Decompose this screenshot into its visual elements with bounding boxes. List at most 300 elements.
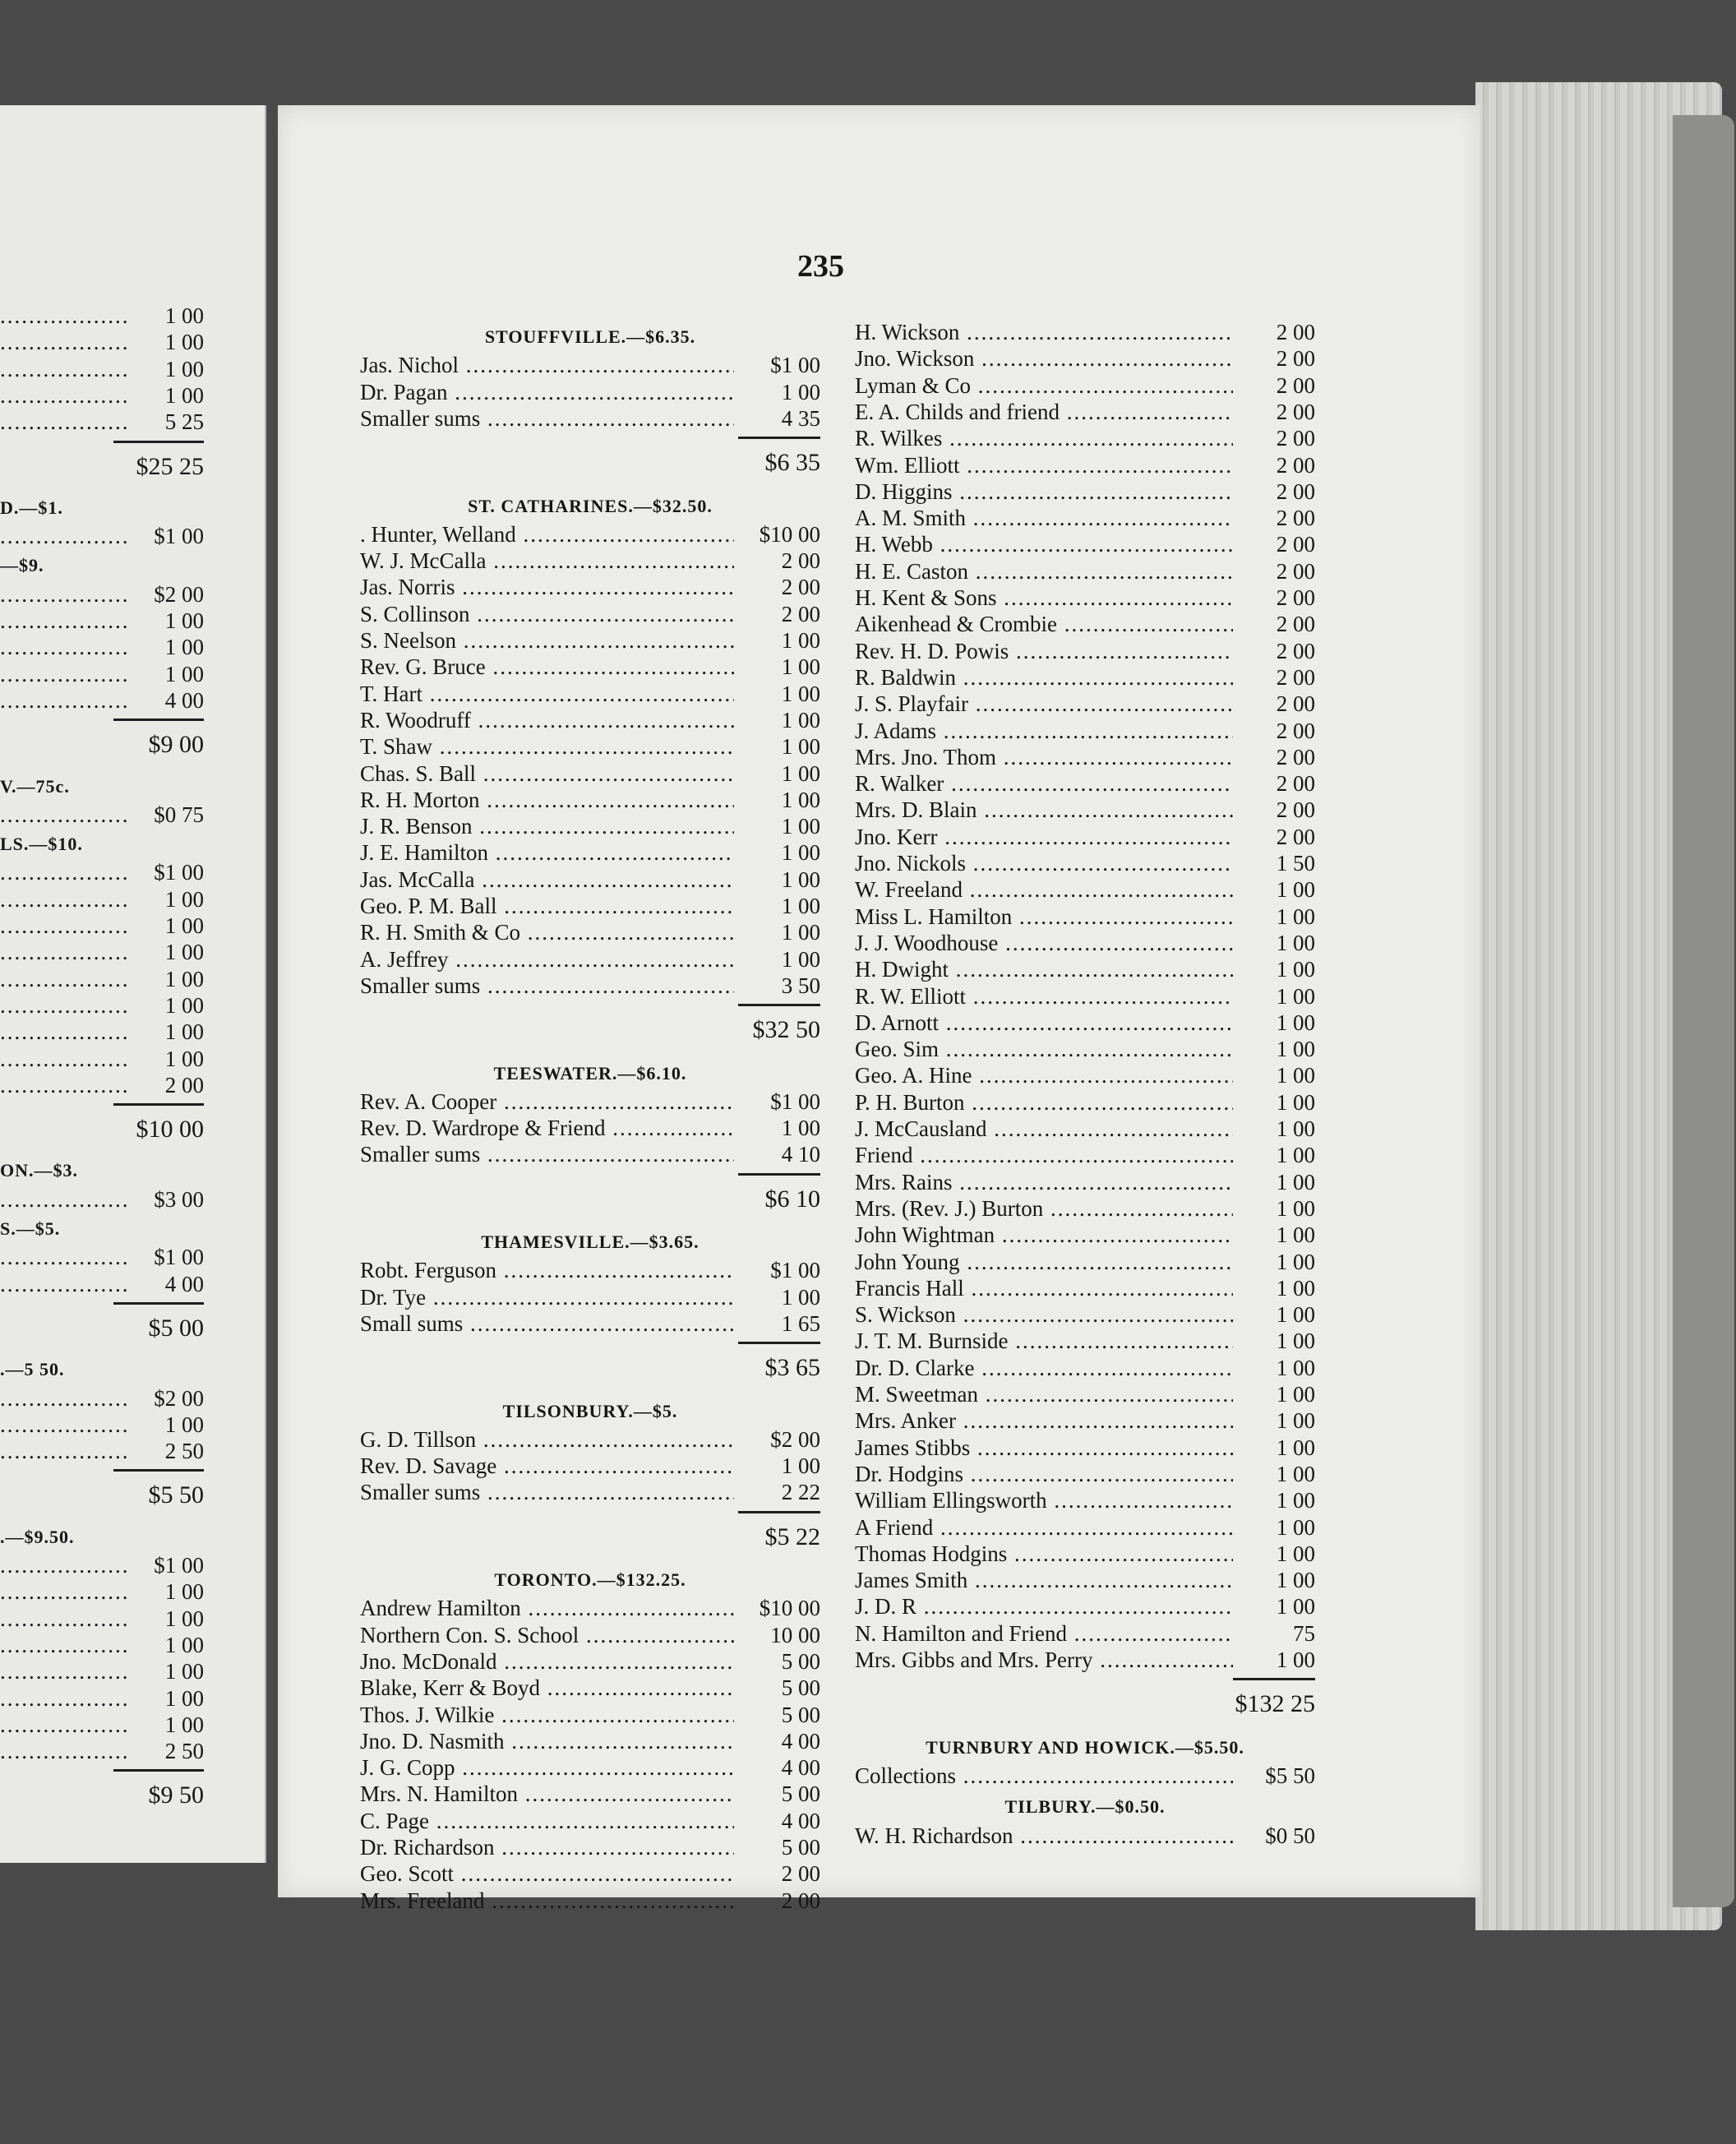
subscriber-row — [855, 718, 1315, 744]
subscriber-name: Robt. Ferguson ..... — [360, 1257, 734, 1283]
subscriber-name: S. Wickson ..... — [855, 1301, 1233, 1328]
subscriber-row — [855, 611, 1315, 637]
subscriber-name — [0, 1186, 130, 1213]
subscription-amount: 1 00 — [1276, 1647, 1315, 1672]
subscription-amount: 1 00 — [781, 946, 820, 972]
subscription-amount: 1 00 — [164, 940, 204, 965]
sum-rule — [113, 1103, 204, 1106]
subscriber-name — [0, 356, 130, 382]
subscriber-row — [360, 1702, 820, 1728]
subscription-amount: 1 00 — [1276, 1275, 1315, 1301]
subscriber-name: Geo. Sim ..... — [855, 1036, 1233, 1062]
subscriber-row — [0, 356, 204, 382]
subscription-amount: 2 00 — [1276, 320, 1315, 344]
subscriber-name: . Hunter, Welland ..... — [360, 521, 734, 548]
subscription-amount: $2 00 — [154, 1385, 204, 1411]
subscriber-name — [0, 634, 130, 660]
subscriber-name: R. Wilkes ..... — [855, 425, 1233, 451]
subscription-amount: 1 00 — [1276, 1382, 1315, 1407]
subscriber-row — [0, 886, 204, 913]
subscription-amount: 1 50 — [1276, 851, 1315, 876]
subscriber-row — [855, 1593, 1315, 1620]
subscriber-name — [0, 1412, 130, 1438]
subscriber-name: Jas. Nichol ..... — [360, 352, 734, 378]
subscriber-name: N. Hamilton and Friend ..... — [855, 1620, 1233, 1647]
subscriber-name: R. H. Morton ..... — [360, 787, 734, 813]
subscription-amount: 2 00 — [1276, 346, 1315, 372]
section-heading: V.—75c. — [0, 775, 70, 797]
subscriber-row — [855, 930, 1315, 956]
subscriber-name: W. H. Richardson ..... — [855, 1823, 1233, 1849]
subscriber-row — [0, 1578, 204, 1605]
subscriber-row — [0, 1438, 204, 1464]
subscriber-name: R. H. Smith & Co ..... — [360, 919, 734, 945]
subscriber-name — [0, 1578, 130, 1605]
subscription-amount: 1 00 — [1276, 1249, 1315, 1274]
subscriber-row — [855, 1487, 1315, 1513]
subscriber-name: Rev. H. D. Powis ..... — [855, 638, 1233, 664]
section-total: $3 65 — [764, 1354, 820, 1382]
subscriber-row — [360, 813, 820, 839]
subscriber-row — [855, 1328, 1315, 1354]
subscriber-name — [0, 303, 130, 329]
section-total: $9 00 — [148, 731, 204, 759]
subscriber-row — [0, 1046, 204, 1072]
subscription-amount: 1 00 — [164, 1019, 204, 1045]
subscriber-name: Mrs. Freeland ..... — [360, 1888, 734, 1914]
section-heading: ST. CATHARINES.—$32.50. — [468, 495, 713, 516]
subscription-amount: 1 00 — [164, 1712, 204, 1737]
subscription-amount: 1 00 — [781, 681, 820, 706]
subscriber-row — [360, 1781, 820, 1807]
subscription-amount: 2 00 — [1276, 506, 1315, 531]
subscriber-name — [0, 329, 130, 355]
subscriber-name: Friend ..... — [855, 1142, 1233, 1168]
subscriber-row — [0, 1244, 204, 1270]
subscriber-row — [855, 1407, 1315, 1434]
subscriber-name — [0, 966, 130, 992]
subscription-amount: 2 00 — [781, 1888, 820, 1913]
subscription-amount: 2 00 — [1276, 532, 1315, 557]
subscriber-row — [0, 687, 204, 714]
subscriber-name — [0, 939, 130, 965]
subscriber-name: D. Higgins ..... — [855, 478, 1233, 505]
subscriber-row — [855, 850, 1315, 876]
subscription-amount: 1 00 — [781, 840, 820, 866]
subscription-amount: 1 00 — [781, 1116, 820, 1141]
subscriber-row — [360, 866, 820, 893]
subscriber-name: R. Walker ..... — [855, 770, 1233, 797]
subscription-amount: 1 00 — [1276, 1488, 1315, 1513]
subscription-amount: 2 00 — [1276, 797, 1315, 823]
subscription-amount: 1 00 — [781, 1453, 820, 1479]
subscriber-row — [360, 760, 820, 787]
subscriber-name: Collections ..... — [855, 1763, 1233, 1789]
section-total: $5 00 — [148, 1314, 204, 1342]
subscriber-name: H. Webb ..... — [855, 531, 1233, 557]
subscriber-row — [855, 824, 1315, 850]
section-total: $5 22 — [764, 1523, 820, 1550]
subscriber-row — [855, 425, 1315, 451]
subscription-amount: 2 00 — [1276, 718, 1315, 743]
subscriber-name — [0, 608, 130, 634]
subscriber-row — [855, 345, 1315, 372]
subscriber-name — [0, 1552, 130, 1578]
subscriber-row — [360, 1453, 820, 1479]
subscriber-name: C. Page ..... — [360, 1808, 734, 1834]
subscription-amount: 1 00 — [1276, 1302, 1315, 1328]
subscriber-row — [855, 664, 1315, 691]
subscriber-row — [855, 1355, 1315, 1381]
subscriber-row — [855, 531, 1315, 557]
subscriber-row — [360, 521, 820, 548]
section-heading: —$9. — [0, 555, 44, 576]
subscription-amount: 1 00 — [1276, 957, 1315, 982]
subscription-amount: 1 00 — [1276, 1514, 1315, 1540]
subscriber-row — [0, 1738, 204, 1764]
subscriber-row — [855, 903, 1315, 930]
subscriber-name: Chas. S. Ball ..... — [360, 760, 734, 787]
subscriber-name: Miss L. Hamilton ..... — [855, 903, 1233, 930]
subscription-amount: 1 00 — [164, 1579, 204, 1605]
subscriber-name: Dr. D. Clarke ..... — [855, 1355, 1233, 1381]
subscription-amount: 3 50 — [781, 973, 820, 998]
subscription-amount: 1 00 — [1276, 1116, 1315, 1141]
subscriber-name: Francis Hall ..... — [855, 1275, 1233, 1301]
subscriber-name — [0, 1046, 130, 1072]
subscriber-row — [855, 1514, 1315, 1541]
subscriber-name — [0, 1072, 130, 1098]
subscriber-row — [360, 707, 820, 733]
sum-rule — [738, 437, 820, 439]
subscription-amount: 1 00 — [1276, 1355, 1315, 1380]
subscriber-row — [855, 372, 1315, 399]
subscription-amount: 1 00 — [1276, 930, 1315, 955]
subscription-amount: 4 00 — [781, 1755, 820, 1781]
section-heading: TURNBURY AND HOWICK.—$5.50. — [926, 1736, 1244, 1758]
subscriber-row — [0, 992, 204, 1019]
subscription-amount: 2 00 — [1276, 452, 1315, 478]
subscriber-name — [0, 992, 130, 1019]
sum-rule — [738, 1173, 820, 1176]
subscriber-name — [0, 1606, 130, 1632]
subscriber-row — [360, 1141, 820, 1167]
subscription-amount: 1 00 — [164, 1632, 204, 1657]
subscriber-row — [855, 744, 1315, 770]
subscription-amount: 1 00 — [164, 966, 204, 991]
subscriber-row — [855, 505, 1315, 531]
subscriber-name: Lyman & Co ..... — [855, 372, 1233, 399]
subscriber-row — [855, 478, 1315, 505]
subscription-amount: 1 00 — [164, 330, 204, 355]
section-heading: TORONTO.—$132.25. — [494, 1569, 686, 1590]
subscription-amount: 2 00 — [1276, 664, 1315, 690]
section-heading: TILSONBURY.—$5. — [502, 1400, 678, 1421]
subscription-amount: 2 00 — [1276, 691, 1315, 717]
section-heading: .—5 50. — [0, 1359, 65, 1380]
subscriber-name: Mrs. Rains ..... — [855, 1169, 1233, 1195]
subscriber-name: Geo. P. M. Ball ..... — [360, 893, 734, 919]
subscriber-name: Mrs. N. Hamilton ..... — [360, 1781, 734, 1807]
subscription-amount: 1 00 — [781, 379, 820, 404]
sum-rule — [738, 1004, 820, 1006]
subscriber-row — [360, 654, 820, 680]
subscriber-row — [360, 893, 820, 919]
subscriber-row — [0, 634, 204, 660]
subscriber-row — [360, 787, 820, 813]
subscription-amount: 1 00 — [164, 608, 204, 633]
subscriber-row — [360, 1675, 820, 1701]
subscription-amount: 5 00 — [781, 1648, 820, 1674]
subscriber-row — [855, 1763, 1315, 1789]
subscriber-name: John Young ..... — [855, 1249, 1233, 1275]
subscription-amount: 75 — [1293, 1620, 1315, 1646]
section-total: $32 50 — [752, 1016, 820, 1044]
subscriber-row — [855, 319, 1315, 345]
subscription-amount: 2 22 — [781, 1480, 820, 1505]
subscriber-name — [0, 581, 130, 608]
subscription-amount: 1 00 — [1276, 1568, 1315, 1593]
subscription-amount: 1 00 — [164, 303, 204, 328]
subscriber-row — [0, 329, 204, 355]
subscriber-row — [360, 379, 820, 405]
sum-rule — [113, 1302, 204, 1305]
subscriber-name: Mrs. D. Blain ..... — [855, 797, 1233, 823]
subscriber-name: Jno. Nickols ..... — [855, 850, 1233, 876]
subscriber-name: Smaller sums ..... — [360, 1479, 734, 1505]
subscriber-name: J. T. M. Burnside ..... — [855, 1328, 1233, 1354]
subscriber-row — [855, 585, 1315, 611]
subscriber-name: M. Sweetman ..... — [855, 1381, 1233, 1407]
subscription-amount: 2 00 — [781, 601, 820, 626]
subscription-amount: 1 00 — [164, 1046, 204, 1071]
subscriber-row — [855, 983, 1315, 1010]
subscriber-row — [855, 1461, 1315, 1487]
subscriber-row — [855, 1010, 1315, 1036]
subscriber-row — [360, 405, 820, 432]
subscriber-row — [360, 919, 820, 945]
subscriber-row — [855, 638, 1315, 664]
section-heading: .—$9.50. — [0, 1526, 75, 1547]
subscription-amount: 1 00 — [781, 920, 820, 945]
subscriber-name — [0, 661, 130, 687]
section-heading: THAMESVILLE.—$3.65. — [481, 1231, 699, 1252]
subscription-amount: 5 00 — [781, 1835, 820, 1860]
subscription-amount: 4 00 — [164, 687, 204, 713]
subscription-amount: 1 00 — [1276, 983, 1315, 1009]
sum-rule — [1233, 1678, 1315, 1680]
subscriber-row — [855, 1823, 1315, 1849]
subscriber-name: J. S. Playfair ..... — [855, 691, 1233, 717]
subscriber-row — [0, 661, 204, 687]
subscriber-name: John Wightman ..... — [855, 1222, 1233, 1248]
subscriber-name: R. Baldwin ..... — [855, 664, 1233, 691]
subscription-amount: 2 00 — [1276, 478, 1315, 504]
section-total: $6 10 — [764, 1185, 820, 1213]
subscriber-row — [0, 1412, 204, 1438]
subscriber-row — [0, 581, 204, 608]
subscriber-row — [0, 1552, 204, 1578]
subscriber-row — [0, 608, 204, 634]
subscriber-row — [360, 1115, 820, 1141]
subscriber-name: Small sums ..... — [360, 1310, 734, 1337]
subscriber-name: Smaller sums ..... — [360, 973, 734, 999]
subscriber-row — [855, 1169, 1315, 1195]
subscriber-row — [360, 352, 820, 378]
subscriber-row — [360, 1648, 820, 1675]
subscription-amount: 1 00 — [164, 1412, 204, 1437]
subscriber-name: Geo. A. Hine ..... — [855, 1062, 1233, 1088]
section-total: $132 25 — [1235, 1690, 1315, 1718]
subscription-amount: 2 00 — [1276, 638, 1315, 663]
subscriber-name: Blake, Kerr & Boyd ..... — [360, 1675, 734, 1701]
subscriber-name: G. D. Tillson ..... — [360, 1426, 734, 1453]
subscriber-name: R. Woodruff ..... — [360, 707, 734, 733]
subscription-amount: $2 00 — [770, 1426, 820, 1452]
subscriber-row — [360, 1479, 820, 1505]
subscriber-name: Thos. J. Wilkie ..... — [360, 1702, 734, 1728]
section-heading: ON.—$3. — [0, 1160, 78, 1181]
subscriber-name: J. R. Benson ..... — [360, 813, 734, 839]
section-heading: D.—$1. — [0, 497, 63, 518]
page-number: 235 — [797, 249, 844, 284]
subscriber-row — [0, 1072, 204, 1098]
subscriber-name — [0, 1244, 130, 1270]
subscription-amount: 2 00 — [1276, 426, 1315, 451]
subscription-amount: $2 00 — [154, 581, 204, 607]
subscription-amount: 1 00 — [1276, 1328, 1315, 1354]
subscriber-name: S. Collinson ..... — [360, 601, 734, 627]
subscriber-name: S. Neelson ..... — [360, 627, 734, 654]
subscription-amount: $10 00 — [759, 1596, 820, 1621]
sum-rule — [738, 1342, 820, 1344]
subscriber-row — [360, 601, 820, 627]
subscription-amount: 2 00 — [1276, 585, 1315, 610]
subscription-amount: 1 00 — [781, 760, 820, 786]
section-total: $10 00 — [136, 1116, 204, 1144]
subscriber-name: W. J. McCalla ..... — [360, 548, 734, 574]
subscription-amount: $0 75 — [154, 802, 204, 827]
subscriber-row — [360, 681, 820, 707]
subscriber-name: Jas. Norris ..... — [360, 574, 734, 600]
subscriber-name: Mrs. (Rev. J.) Burton ..... — [855, 1195, 1233, 1222]
subscriber-row — [360, 1860, 820, 1887]
subscriber-name — [0, 1658, 130, 1684]
subscriber-row — [360, 548, 820, 574]
sum-rule — [113, 1769, 204, 1772]
subscriber-name — [0, 1019, 130, 1045]
subscriber-row — [855, 1567, 1315, 1593]
subscription-amount: 2 00 — [1276, 372, 1315, 398]
subscription-amount: 1 00 — [1276, 1195, 1315, 1221]
subscriber-name: Jno. D. Nasmith ..... — [360, 1728, 734, 1754]
subscriber-name: Jno. Kerr ..... — [855, 824, 1233, 850]
subscriber-name — [0, 382, 130, 409]
subscription-amount: 1 00 — [1276, 1063, 1315, 1088]
subscription-amount: 1 00 — [164, 1659, 204, 1684]
subscriber-row — [855, 1142, 1315, 1168]
subscriber-row — [0, 1658, 204, 1684]
subscriber-row — [360, 574, 820, 600]
subscription-amount: 5 00 — [781, 1781, 820, 1807]
subscriber-name: Smaller sums ..... — [360, 405, 734, 432]
subscriber-row — [0, 859, 204, 885]
subscriber-row — [855, 876, 1315, 903]
subscription-amount: 5 25 — [164, 409, 204, 435]
subscription-amount: 1 00 — [164, 382, 204, 408]
subscriber-row — [855, 1647, 1315, 1673]
subscriber-name — [0, 1271, 130, 1297]
subscription-amount: 1 00 — [781, 628, 820, 653]
subscription-amount: $1 00 — [770, 1258, 820, 1283]
subscriber-row — [855, 452, 1315, 478]
subscription-amount: 1 00 — [164, 992, 204, 1018]
subscription-amount: 4 35 — [781, 405, 820, 431]
subscriber-name: T. Shaw ..... — [360, 733, 734, 760]
subscription-amount: 1 00 — [164, 1606, 204, 1631]
subscription-amount: 1 00 — [1276, 1169, 1315, 1194]
subscriber-name: J. Adams ..... — [855, 718, 1233, 744]
subscriber-row — [360, 1310, 820, 1337]
sum-rule — [113, 1469, 204, 1472]
subscription-amount: 1 00 — [1276, 1435, 1315, 1460]
subscriber-name: Andrew Hamilton ..... — [360, 1595, 734, 1621]
subscription-amount: 1 00 — [164, 1685, 204, 1711]
subscriber-row — [855, 1541, 1315, 1567]
subscriber-name: J. McCausland ..... — [855, 1116, 1233, 1142]
subscription-amount: 1 00 — [781, 894, 820, 918]
subscriber-name — [0, 886, 130, 913]
subscriber-name: Jno. Wickson ..... — [855, 345, 1233, 372]
subscriber-row — [0, 802, 204, 828]
section-total: $5 50 — [148, 1481, 204, 1509]
subscription-amount: 1 00 — [1276, 1594, 1315, 1620]
subscription-amount: 1 00 — [164, 356, 204, 381]
sum-rule — [113, 719, 204, 721]
subscriber-row — [855, 1301, 1315, 1328]
subscriber-row — [855, 797, 1315, 823]
subscriber-row — [855, 691, 1315, 717]
subscriber-row — [0, 523, 204, 549]
subscriber-row — [0, 1712, 204, 1738]
subscription-amount: 10 00 — [770, 1622, 820, 1647]
subscriber-name — [0, 1685, 130, 1712]
subscriber-name: Jno. McDonald ..... — [360, 1648, 734, 1675]
subscription-amount: 1 00 — [1276, 1408, 1315, 1434]
subscription-amount: $1 00 — [154, 524, 204, 549]
subscriber-name — [0, 409, 130, 435]
subscription-amount: $5 50 — [1265, 1763, 1315, 1788]
subscriber-row — [360, 1284, 820, 1310]
subscriber-name: A. Jeffrey ..... — [360, 946, 734, 973]
subscriber-row — [0, 409, 204, 435]
subscription-amount: 2 00 — [781, 548, 820, 574]
subscriber-name: Jas. McCalla ..... — [360, 866, 734, 893]
subscriber-row — [855, 1089, 1315, 1116]
subscription-amount: 1 00 — [1276, 1089, 1315, 1115]
subscription-amount: 2 00 — [164, 1072, 204, 1097]
subscription-amount: 2 00 — [1276, 744, 1315, 769]
subscriber-name — [0, 1632, 130, 1658]
subscriber-row — [0, 1385, 204, 1412]
subscriber-name: J. G. Copp ..... — [360, 1754, 734, 1781]
subscriber-name: A. M. Smith ..... — [855, 505, 1233, 531]
subscription-amount: 1 00 — [781, 707, 820, 732]
subscriber-name: Thomas Hodgins ..... — [855, 1541, 1233, 1567]
sum-rule — [738, 1511, 820, 1513]
subscription-amount: 1 00 — [781, 866, 820, 892]
subscription-amount: 1 00 — [1276, 1037, 1315, 1062]
